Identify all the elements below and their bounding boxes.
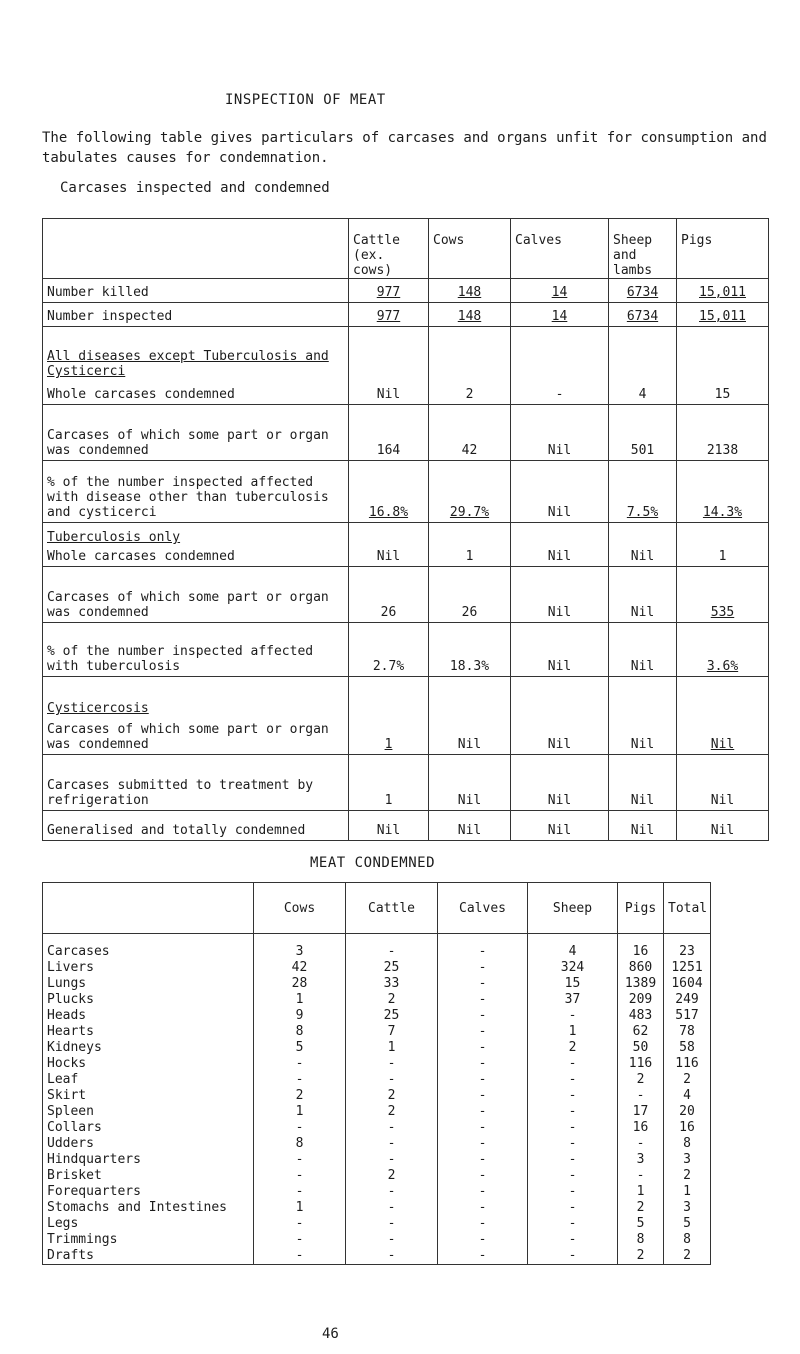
cell: - [346, 1200, 438, 1216]
cell: 16 [664, 1120, 711, 1136]
cell: 1 [664, 1184, 711, 1200]
cell: 116 [618, 1056, 664, 1072]
cell: 2 [346, 1168, 438, 1184]
cell: - [254, 1216, 346, 1232]
cell: 1389 [618, 976, 664, 992]
cell: - [346, 934, 438, 961]
cell: 15 [528, 976, 618, 992]
table-row [43, 1120, 711, 1136]
cell: 148 [429, 279, 511, 303]
row-label: Spleen [43, 1104, 254, 1120]
cell: 324 [528, 960, 618, 976]
table-row [43, 567, 769, 623]
cell: 483 [618, 1008, 664, 1024]
cell: - [346, 1216, 438, 1232]
row-label: Number inspected [43, 303, 349, 327]
cell: 28 [254, 976, 346, 992]
cell: 26 [429, 567, 511, 623]
cell: 1 [346, 1040, 438, 1056]
cell: 517 [664, 1008, 711, 1024]
cell: Nil [349, 523, 429, 567]
cell: 249 [664, 992, 711, 1008]
cell: 3 [664, 1200, 711, 1216]
cell: - [346, 1072, 438, 1088]
cell: 16.8% [349, 461, 429, 523]
cell: 8 [664, 1232, 711, 1248]
table-row [43, 1072, 711, 1088]
row-label: % of the number inspected affected with disease other than tuberculosis and cysticerci [43, 461, 349, 523]
cell: - [438, 1088, 528, 1104]
cell: - [438, 992, 528, 1008]
cell: Nil [609, 677, 677, 755]
cell: - [254, 1232, 346, 1248]
cell: 2 [618, 1072, 664, 1088]
column-header-cows: Cows [429, 219, 511, 279]
cell: - [528, 1168, 618, 1184]
cell: - [254, 1072, 346, 1088]
cell: 977 [349, 303, 429, 327]
corner-cell [43, 883, 254, 934]
cell: 2 [618, 1248, 664, 1265]
cell: - [528, 1152, 618, 1168]
cell: Nil [677, 755, 769, 811]
column-header-cattle: Cattle (ex. cows) [349, 219, 429, 279]
table-row [43, 1232, 711, 1248]
cell: - [438, 1200, 528, 1216]
cell: 3 [254, 934, 346, 961]
cell: 535 [677, 567, 769, 623]
cell: - [438, 1072, 528, 1088]
cell: - [618, 1168, 664, 1184]
column-header: Total [664, 883, 711, 934]
row-label [43, 327, 349, 405]
table-row [43, 1136, 711, 1152]
cell: 14 [511, 303, 609, 327]
cell: - [346, 1152, 438, 1168]
cell: 1 [349, 677, 429, 755]
cell: - [438, 934, 528, 961]
table-row [43, 1168, 711, 1184]
meat-condemned-heading: MEAT CONDEMNED [310, 855, 436, 871]
table-row [43, 1008, 711, 1024]
cell: 2 [346, 1088, 438, 1104]
row-label: Carcases of which some part or organ was condemned [43, 405, 349, 461]
cell: 7.5% [609, 461, 677, 523]
cell: - [438, 960, 528, 976]
intro-paragraph: The following table gives particulars of carcases and organs unfit for consumption and tabulates causes for condemnation. [42, 130, 767, 166]
table-row [43, 327, 769, 405]
table-row [43, 1056, 711, 1072]
table-row [43, 1152, 711, 1168]
row-label: % of the number inspected affected with tuberculosis [43, 623, 349, 677]
cell: 33 [346, 976, 438, 992]
cell: 2.7% [349, 623, 429, 677]
cell: Nil [511, 677, 609, 755]
column-header-sheep: Sheep and lambs [609, 219, 677, 279]
cell: - [438, 1024, 528, 1040]
cell: 148 [429, 303, 511, 327]
column-header: Cattle [346, 883, 438, 934]
cell: Nil [429, 677, 511, 755]
cell: - [346, 1056, 438, 1072]
row-label [43, 677, 349, 755]
cell: 2 [618, 1200, 664, 1216]
cell: 2 [346, 992, 438, 1008]
cell: 16 [618, 934, 664, 961]
table-row [43, 1200, 711, 1216]
cell: 2 [664, 1248, 711, 1265]
cell: 1 [254, 1104, 346, 1120]
carcases-inspected-table [42, 218, 769, 841]
cell: 2 [346, 1104, 438, 1120]
cell: Nil [511, 461, 609, 523]
cell: - [528, 1104, 618, 1120]
cell: - [254, 1056, 346, 1072]
row-label: Kidneys [43, 1040, 254, 1056]
cell: 17 [618, 1104, 664, 1120]
row-label: Number killed [43, 279, 349, 303]
cell: 2 [528, 1040, 618, 1056]
cell: - [254, 1248, 346, 1265]
row-label: Collars [43, 1120, 254, 1136]
row-label: Carcases of which some part or organ was condemned [43, 567, 349, 623]
cell: Nil [609, 755, 677, 811]
cell: - [346, 1120, 438, 1136]
cell: - [528, 1232, 618, 1248]
cell: 4 [528, 934, 618, 961]
cell: - [511, 327, 609, 405]
cell: Nil [677, 677, 769, 755]
row-label: Stomachs and Intestines [43, 1200, 254, 1216]
row-label: Lungs [43, 976, 254, 992]
row-label: Hocks [43, 1056, 254, 1072]
table-row [43, 992, 711, 1008]
cell: - [438, 1184, 528, 1200]
cell: 62 [618, 1024, 664, 1040]
table-row [43, 976, 711, 992]
row-label: Carcases submitted to treatment by refrigeration [43, 755, 349, 811]
cell: Nil [609, 811, 677, 841]
cell: Nil [511, 755, 609, 811]
cell: 42 [254, 960, 346, 976]
cell: Nil [349, 811, 429, 841]
cell: 6734 [609, 279, 677, 303]
table-row [43, 811, 769, 841]
cell: 1 [528, 1024, 618, 1040]
column-header-calves: Calves [511, 219, 609, 279]
row-label: Forequarters [43, 1184, 254, 1200]
cell: 7 [346, 1024, 438, 1040]
column-header: Cows [254, 883, 346, 934]
cell: - [438, 1248, 528, 1265]
cell: 1 [254, 992, 346, 1008]
cell: 15,011 [677, 303, 769, 327]
cell: 78 [664, 1024, 711, 1040]
cell: 29.7% [429, 461, 511, 523]
row-label-text: Whole carcases condemned [47, 549, 235, 564]
cell: 3.6% [677, 623, 769, 677]
table-header-row [43, 883, 711, 934]
cell: 3 [664, 1152, 711, 1168]
cell: 2 [429, 327, 511, 405]
row-label: Leaf [43, 1072, 254, 1088]
cell: - [528, 1008, 618, 1024]
cell: 15 [677, 327, 769, 405]
row-label: Generalised and totally condemned [43, 811, 349, 841]
cell: 37 [528, 992, 618, 1008]
table-row [43, 1024, 711, 1040]
column-header: Calves [438, 883, 528, 934]
cell: - [528, 1184, 618, 1200]
cell: Nil [609, 523, 677, 567]
cell: - [438, 1040, 528, 1056]
cell: Nil [511, 811, 609, 841]
cell: Nil [511, 567, 609, 623]
meat-condemned-table [42, 882, 711, 1265]
cell: - [528, 1120, 618, 1136]
row-label: Hearts [43, 1024, 254, 1040]
cell: 5 [254, 1040, 346, 1056]
cell: 5 [664, 1216, 711, 1232]
table-row [43, 303, 769, 327]
cell: - [528, 1072, 618, 1088]
table-row [43, 279, 769, 303]
row-label: Skirt [43, 1088, 254, 1104]
row-label: Legs [43, 1216, 254, 1232]
cell: 8 [254, 1024, 346, 1040]
row-label-text: Carcases of which some part or organ was condemned [47, 722, 329, 752]
table-row [43, 1216, 711, 1232]
cell: - [346, 1248, 438, 1265]
cell: 42 [429, 405, 511, 461]
cell: 2 [664, 1072, 711, 1088]
meat-condemned-body [43, 934, 711, 1265]
cell: - [528, 1248, 618, 1265]
table-row [43, 960, 711, 976]
table-row [43, 405, 769, 461]
table-row [43, 1088, 711, 1104]
cell: - [438, 1232, 528, 1248]
cell: - [528, 1216, 618, 1232]
cell: - [618, 1088, 664, 1104]
table-row [43, 1248, 711, 1265]
page-title: INSPECTION OF MEAT [225, 92, 386, 108]
cell: - [438, 1216, 528, 1232]
cell: - [528, 1136, 618, 1152]
cell: Nil [429, 811, 511, 841]
cell: 164 [349, 405, 429, 461]
cell: Nil [349, 327, 429, 405]
row-label: Livers [43, 960, 254, 976]
cell: - [438, 1056, 528, 1072]
column-header-pigs: Pigs [677, 219, 769, 279]
row-label: Brisket [43, 1168, 254, 1184]
table-row [43, 1040, 711, 1056]
cell: 5 [618, 1216, 664, 1232]
cell: 2 [664, 1168, 711, 1184]
cell: 14 [511, 279, 609, 303]
row-label-text: Whole carcases condemned [47, 387, 235, 402]
cell: 860 [618, 960, 664, 976]
cell: 4 [664, 1088, 711, 1104]
cell: 1251 [664, 960, 711, 976]
cell: - [438, 1104, 528, 1120]
cell: Nil [511, 623, 609, 677]
column-header: Sheep [528, 883, 618, 934]
cell: 116 [664, 1056, 711, 1072]
table-row [43, 623, 769, 677]
cell: 8 [618, 1232, 664, 1248]
cell: Nil [511, 405, 609, 461]
cell: - [528, 1056, 618, 1072]
cell: - [528, 1200, 618, 1216]
cell: - [528, 1088, 618, 1104]
cell: 50 [618, 1040, 664, 1056]
table-row [43, 461, 769, 523]
table-row [43, 523, 769, 567]
row-label [43, 523, 349, 567]
cell: 20 [664, 1104, 711, 1120]
cell: - [254, 1120, 346, 1136]
row-label: Carcases [43, 934, 254, 961]
cell: 6734 [609, 303, 677, 327]
cell: 18.3% [429, 623, 511, 677]
cell: 1 [618, 1184, 664, 1200]
cell: 209 [618, 992, 664, 1008]
cell: 8 [254, 1136, 346, 1152]
cell: - [438, 1008, 528, 1024]
cell: 14.3% [677, 461, 769, 523]
column-header: Pigs [618, 883, 664, 934]
cell: 1 [429, 523, 511, 567]
cell: Nil [677, 811, 769, 841]
cell: Nil [429, 755, 511, 811]
cell: Nil [511, 523, 609, 567]
cell: 16 [618, 1120, 664, 1136]
section-heading-all-diseases: All diseases except Tuberculosis and Cysticerci [47, 349, 329, 379]
cell: - [254, 1168, 346, 1184]
row-label: Trimmings [43, 1232, 254, 1248]
cell: - [346, 1232, 438, 1248]
page-number: 46 [322, 1326, 339, 1342]
cell: Nil [609, 623, 677, 677]
cell: - [254, 1152, 346, 1168]
corner-cell [43, 219, 349, 279]
row-label: Heads [43, 1008, 254, 1024]
row-label: Hindquarters [43, 1152, 254, 1168]
cell: 1 [677, 523, 769, 567]
cell: - [438, 976, 528, 992]
cell: 26 [349, 567, 429, 623]
cell: 9 [254, 1008, 346, 1024]
cell: 4 [609, 327, 677, 405]
cell: 977 [349, 279, 429, 303]
row-label: Drafts [43, 1248, 254, 1265]
table-row [43, 1104, 711, 1120]
cell: 2138 [677, 405, 769, 461]
section-heading-cysticercosis: Cysticercosis [47, 701, 149, 716]
cell: 25 [346, 1008, 438, 1024]
cell: 1 [254, 1200, 346, 1216]
cell: 2 [254, 1088, 346, 1104]
cell: 23 [664, 934, 711, 961]
section-subheading: Carcases inspected and condemned [60, 180, 330, 196]
cell: 15,011 [677, 279, 769, 303]
cell: 3 [618, 1152, 664, 1168]
table-row [43, 677, 769, 755]
cell: - [438, 1136, 528, 1152]
cell: 58 [664, 1040, 711, 1056]
cell: Nil [609, 567, 677, 623]
cell: 25 [346, 960, 438, 976]
cell: 1 [349, 755, 429, 811]
table-row [43, 755, 769, 811]
cell: 8 [664, 1136, 711, 1152]
table-header-row [43, 219, 769, 279]
table-row [43, 934, 711, 961]
cell: 1604 [664, 976, 711, 992]
row-label: Plucks [43, 992, 254, 1008]
cell: - [346, 1184, 438, 1200]
cell: 501 [609, 405, 677, 461]
row-label: Udders [43, 1136, 254, 1152]
cell: - [254, 1184, 346, 1200]
cell: - [438, 1168, 528, 1184]
section-heading-tuberculosis: Tuberculosis only [47, 530, 181, 545]
cell: - [438, 1120, 528, 1136]
cell: - [618, 1136, 664, 1152]
table-row [43, 1184, 711, 1200]
cell: - [346, 1136, 438, 1152]
cell: - [438, 1152, 528, 1168]
